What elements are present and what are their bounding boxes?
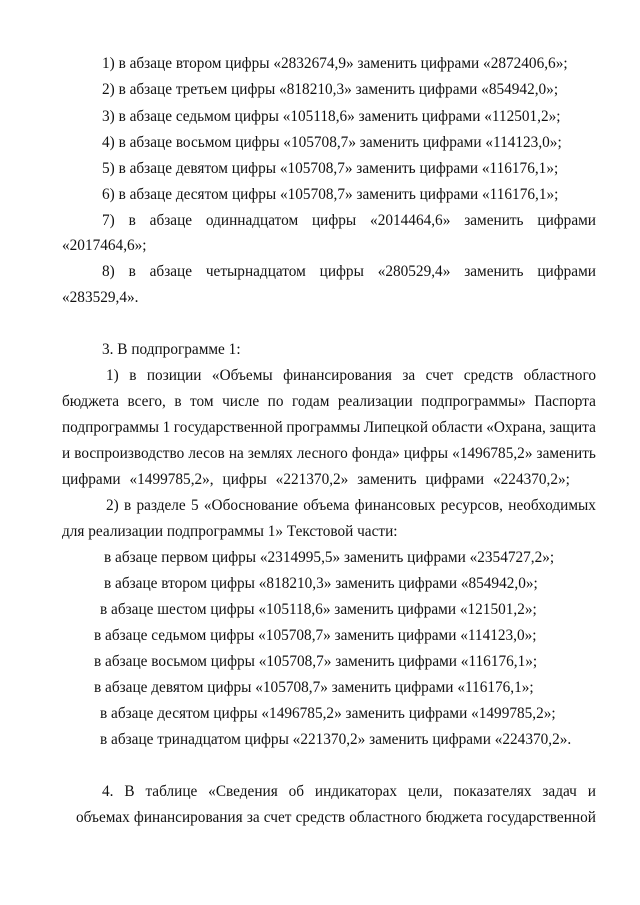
word: «Обоснование: [203, 497, 299, 514]
word: цифрами: [62, 471, 121, 488]
word: подпрограммы: [62, 419, 160, 436]
word: в: [128, 263, 136, 280]
word: областного: [523, 367, 596, 384]
word: цифрами: [537, 263, 596, 280]
list-item: 4) в абзаце восьмом цифры «105708,7» заменить цифрами «114123,0»;: [102, 134, 562, 151]
word: 4.: [102, 783, 114, 800]
word: «221370,2»: [275, 471, 349, 488]
word: в: [129, 367, 137, 384]
word: индикаторах: [314, 783, 398, 800]
word: В: [124, 783, 135, 800]
word: 2): [106, 497, 119, 514]
word: цифры: [319, 263, 364, 280]
word: числе: [222, 393, 260, 410]
word: фонда»: [351, 445, 400, 462]
list-item: 1) в абзаце втором цифры «2832674,9» заменить цифрами «2872406,6»;: [102, 55, 568, 72]
list-item: в абзаце шестом цифры «105118,6» заменить цифрами «121501,2»;: [100, 601, 537, 618]
list-item: 3) в абзаце седьмом цифры «105118,6» заменить цифрами «112501,2»;: [102, 108, 561, 125]
paragraph-line: [62, 392, 596, 412]
word: заменить: [464, 212, 524, 229]
word: и: [587, 783, 596, 800]
word: объемах: [76, 809, 130, 826]
list-item: 6) в абзаце десятом цифры «105708,7» заменить цифрами «116176,1»;: [102, 186, 559, 203]
list-item-8-line2: «283529,4».: [62, 289, 139, 306]
word: землях: [247, 445, 293, 462]
word: цифры: [222, 471, 267, 488]
word: «Охрана,: [486, 419, 546, 436]
word: в: [128, 212, 136, 229]
word: реализации: [337, 393, 413, 410]
paragraph-line: [106, 496, 596, 516]
word: бюджета: [62, 393, 120, 410]
paragraph-line: [62, 418, 596, 438]
word: 5: [190, 497, 199, 514]
list-item: в абзаце тринадцатом цифры «221370,2» заменить цифрами «224370,2».: [100, 731, 572, 748]
paragraph-line: [62, 444, 596, 464]
word: областного: [349, 809, 422, 826]
word: цифрами: [537, 212, 596, 229]
list-item: в абзаце первом цифры «2314995,5» заменить цифрами «2354727,2»;: [104, 549, 555, 566]
section-3-heading: 3. В подпрограмме 1:: [102, 341, 241, 358]
word: 7): [102, 212, 115, 229]
word: финансовых: [354, 497, 436, 514]
word: области: [431, 419, 483, 436]
word: цифры: [403, 445, 449, 462]
list-item: 2) в абзаце третьем цифры «818210,3» заменить цифрами «854942,0»;: [102, 81, 559, 98]
word: за: [246, 809, 260, 826]
word: лесов: [188, 445, 225, 462]
word: Паспорта: [534, 393, 596, 410]
word: четырнадцатом: [205, 263, 306, 280]
list-item: в абзаце десятом цифры «1496785,2» заменить цифрами «1499785,2»;: [100, 705, 556, 722]
list-item-7-line1: [102, 211, 596, 231]
word: показателях: [453, 783, 532, 800]
word: счет: [263, 809, 292, 826]
word: программы: [286, 419, 361, 436]
word: счет: [425, 367, 454, 384]
word: заменить: [536, 445, 596, 462]
word: 8): [102, 263, 115, 280]
word: разделе: [136, 497, 186, 514]
word: цифрами: [425, 471, 485, 488]
word: цифры: [311, 212, 357, 229]
word: заменить: [357, 471, 417, 488]
list-item-7-line2: «2017464,6»;: [62, 237, 147, 254]
word: заменить: [464, 263, 524, 280]
word: всего,: [127, 393, 166, 410]
word: по: [267, 393, 284, 410]
word: финансирования: [133, 809, 243, 826]
word: абзаце: [149, 212, 193, 229]
word: финансирования: [283, 367, 392, 384]
word: одиннадцатом: [205, 212, 299, 229]
paragraph-line: для реализации подпрограммы 1» Текстовой части:: [62, 523, 398, 540]
list-item: в абзаце втором цифры «818210,3» заменить цифрами «854942,0»;: [104, 575, 538, 592]
list-item-8-line1: [102, 262, 596, 282]
word: позиции: [146, 367, 202, 384]
paragraph-line: [106, 366, 596, 386]
word: том: [190, 393, 214, 410]
word: 1): [106, 367, 119, 384]
word: Липецкой: [363, 419, 429, 436]
list-item: 5) в абзаце девятом цифры «105708,7» заменить цифрами «116176,1»;: [102, 160, 559, 177]
word: абзаце: [149, 263, 193, 280]
section-4-line2: [76, 808, 596, 828]
word: ресурсов,: [440, 497, 503, 514]
word: «2014464,6»: [370, 212, 451, 229]
word: «1499785,2»,: [129, 471, 214, 488]
word: годам: [292, 393, 330, 410]
word: лесного: [296, 445, 348, 462]
word: средств: [295, 809, 346, 826]
word: за: [402, 367, 416, 384]
word: «Сведения: [208, 783, 278, 800]
word: государственной: [486, 809, 596, 826]
word: «1496785,2»: [452, 445, 533, 462]
list-item: в абзаце девятом цифры «105708,7» заменить цифрами «116176,1»;: [94, 679, 534, 696]
word: бюджета: [425, 809, 483, 826]
word: средств: [463, 367, 514, 384]
word: «280529,4»: [377, 263, 451, 280]
word: об: [288, 783, 305, 800]
word: воспроизводство: [74, 445, 185, 462]
word: 1: [162, 419, 171, 436]
word: государственной: [173, 419, 283, 436]
word: защита: [549, 419, 596, 436]
word: в: [124, 497, 132, 514]
list-item: в абзаце седьмом цифры «105708,7» заменить цифрами «114123,0»;: [94, 627, 537, 644]
word: необходимых: [508, 497, 596, 514]
word: и: [62, 445, 71, 462]
list-item: в абзаце восьмом цифры «105708,7» заменить цифрами «116176,1»;: [94, 653, 538, 670]
word: объема: [303, 497, 350, 514]
word: подпрограммы»: [421, 393, 526, 410]
paragraph-line: [62, 470, 570, 490]
word: «224370,2»;: [493, 471, 570, 488]
word: в: [174, 393, 182, 410]
word: задач: [542, 783, 577, 800]
word: таблице: [145, 783, 198, 800]
word: на: [228, 445, 244, 462]
word: цели,: [407, 783, 443, 800]
word: «Объемы: [211, 367, 273, 384]
section-4-line1: [102, 782, 596, 802]
